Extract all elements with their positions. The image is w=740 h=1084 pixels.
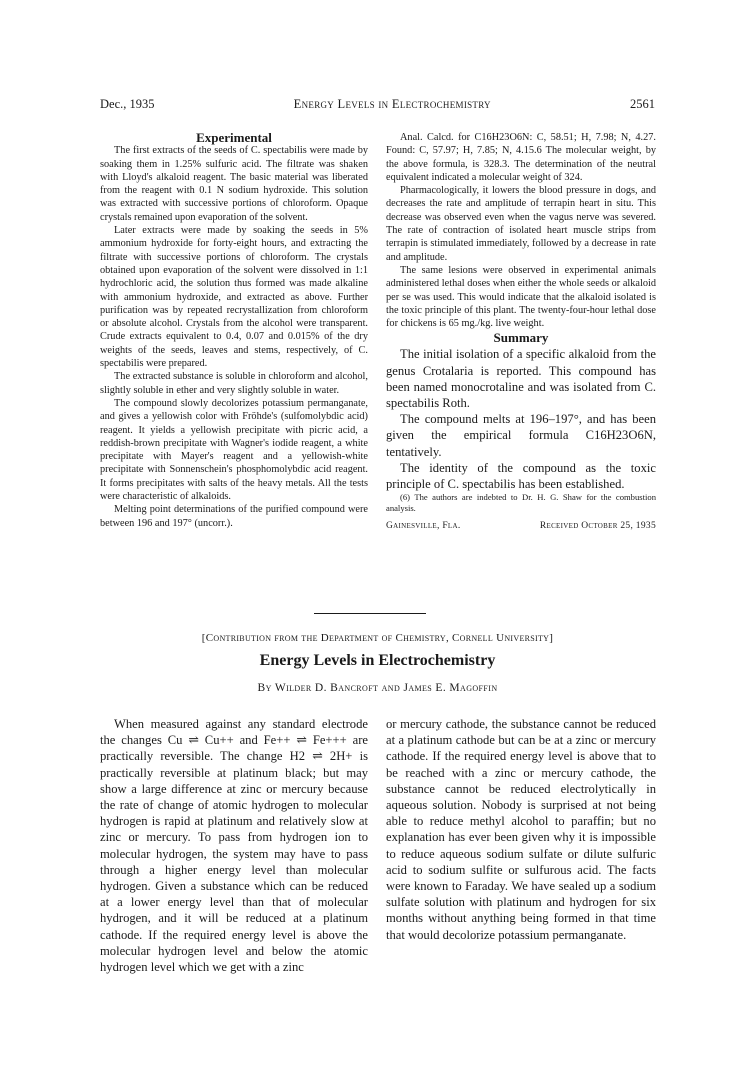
summary-heading: Summary — [493, 330, 549, 346]
experimental-paragraph-2: Later extracts were made by soaking the seeds in 5% ammonium hydroxide for forty-eight hours, and extracting the filtrate with successive portions of chloroform. The crystals obtained upon evaporation of the solvent were dissolved in 1:1 hydrochloric acid, the solution thus formed was made alkaline with ammonium hydroxide, and extracted as above. Further purification was by repeated recrystallization from chloroform or absolute alcohol. Crystals from the alcohol were transparent. Crude extracts equivalent to 0.4, 0.07 and 0.015% of the dry weights of the seeds, leaves and stems, respectively, of C. spectabilis were prepared. — [100, 225, 368, 370]
body-right-column — [386, 716, 656, 943]
header-journal-title: Energy Levels in Electrochemistry — [293, 97, 491, 111]
header-date: Dec., 1935 — [100, 97, 155, 111]
received-date: Received October 25, 1935 — [539, 521, 656, 532]
summary-paragraph-3: The identity of the compound as the toxic principle of C. spectabilis has been established. — [386, 460, 656, 492]
experimental-heading: Experimental — [196, 130, 272, 145]
page-number: 2561 — [630, 97, 655, 111]
body-left-column — [100, 716, 368, 975]
analysis-column — [386, 131, 656, 531]
experimental-paragraph-1: The first extracts of the seeds of C. spectabilis were made by soaking them in 1.25% sulfuric acid. The filtrate was shaken with Lloyd's alkaloid reagent. The basic material was liberated from the reagent with 0.1 N sodium hydroxide. This solution was extracted with successive portions of chloroform. Opaque crystals remained upon evaporation of the solvent. — [100, 145, 368, 223]
body-paragraph-right: or mercury cathode, the substance cannot be reduced at a platinum cathode but can be at a zinc or mercury cathode. If the required energy level is above that to be reached with a zinc or mercury cathode, the substance cannot be reduced electrolytically in aqueous solution. Nobody is surprised at not being able to reduce methyl alcohol to paraffin; but no explanation has ever been given why it is impossible to reduce aqueous sodium sulfate or dilute sulfuric acid to sodium sulfite or sulfurous acid. The facts were known to Faraday. We have sealed up a sodium sulfate solution with platinum and hydrogen for six months without anything being formed in that time that would decolorize potassium permanganate. — [386, 717, 656, 942]
experimental-paragraph-5: Melting point determinations of the purified compound were between 196 and 197° (uncorr.). — [100, 504, 368, 529]
experimental-paragraph-4: The compound slowly decolorizes potassium permanganate, and gives a yellowish color with Fröhde's (sulfomolybdic acid) reagent. It yields a yellowish precipitate with picric acid, a reddish-brown precipitate with Wagner's iodide reagent, a white precipitate with Mayer's reagent and a yellowish-white precipitate with Sonnenschein's phosphomolybdic acid reagent. It forms precipitates with salts of the heavy metals. All the tests were characteristic of alkaloids. — [100, 397, 368, 503]
summary-paragraph-1: The initial isolation of a specific alkaloid from the genus Crotalaria is reported. This compound has been named monocrotaline and was isolated from C. spectabilis Roth. — [386, 347, 656, 411]
contribution-line: [Contribution from the Department of Chemistry, Cornell University] — [201, 632, 554, 644]
analysis-paragraph: Anal. Calcd. for C16H23O6N: C, 58.51; H, 7.98; N, 4.27. Found: C, 57.97; H, 7.85; N, 4.15.6 The molecular weight, by the above formula, is 328.3. The determination of the neutral equivalent indicated a molecular weight of 324. — [386, 132, 656, 183]
article-title: Energy Levels in Electrochemistry — [259, 652, 496, 669]
experimental-paragraph-3: The extracted substance is soluble in chloroform and alcohol, slightly soluble in ether and very slightly soluble in water. — [100, 371, 368, 396]
received-line — [386, 521, 656, 531]
running-head — [100, 97, 655, 113]
pharmacology-paragraph: Pharmacologically, it lowers the blood pressure in dogs, and decreases the rate and amplitude of terrapin heart in situ. This decrease was observed even when the vagus nerve was severed. The rate of contraction of isolated heart muscle strips from terrapin is stimulated immediately, followed by a decrease in rate and amplitude. — [386, 185, 656, 263]
lesions-paragraph: The same lesions were observed in experimental animals administered lethal doses when either the whole seeds or alkaloid per se was used. This would indicate that the alkaloid isolated is the toxic principle of this plant. The twenty-four-hour lethal dose for chickens is 65 mg./kg. live weight. — [386, 264, 656, 330]
experimental-column — [100, 131, 368, 530]
section-divider — [314, 613, 426, 614]
summary-paragraph-2: The compound melts at 196–197°, and has been given the empirical formula C16H23O6N, tentatively. — [386, 412, 656, 459]
footnote: (6) The authors are indebted to Dr. H. G. Shaw for the combustion analysis. — [386, 492, 656, 514]
byline: By Wilder D. Bancroft and James E. Magoffin — [257, 682, 498, 694]
body-paragraph-left: When measured against any standard electrode the changes Cu ⇌ Cu++ and Fe++ ⇌ Fe+++ are practically reversible. The change H2 ⇌ 2H+ is practically reversible at platinum black; but may show a large difference at zinc or mercury because the rate of change of atomic hydrogen to molecular hydrogen is rapid at platinum and relatively slow at zinc or mercury. To pass from hydrogen ion to molecular hydrogen, the system may have to pass through a higher energy level than molecular hydrogen. Given a substance which can be reduced at a lower energy level than that of molecular hydrogen, and it will be reduced at a platinum cathode. If the required energy level is above the molecular hydrogen level and below the atomic hydrogen level which we get with a zinc — [100, 717, 368, 975]
location: Gainesville, Fla. — [386, 521, 461, 532]
